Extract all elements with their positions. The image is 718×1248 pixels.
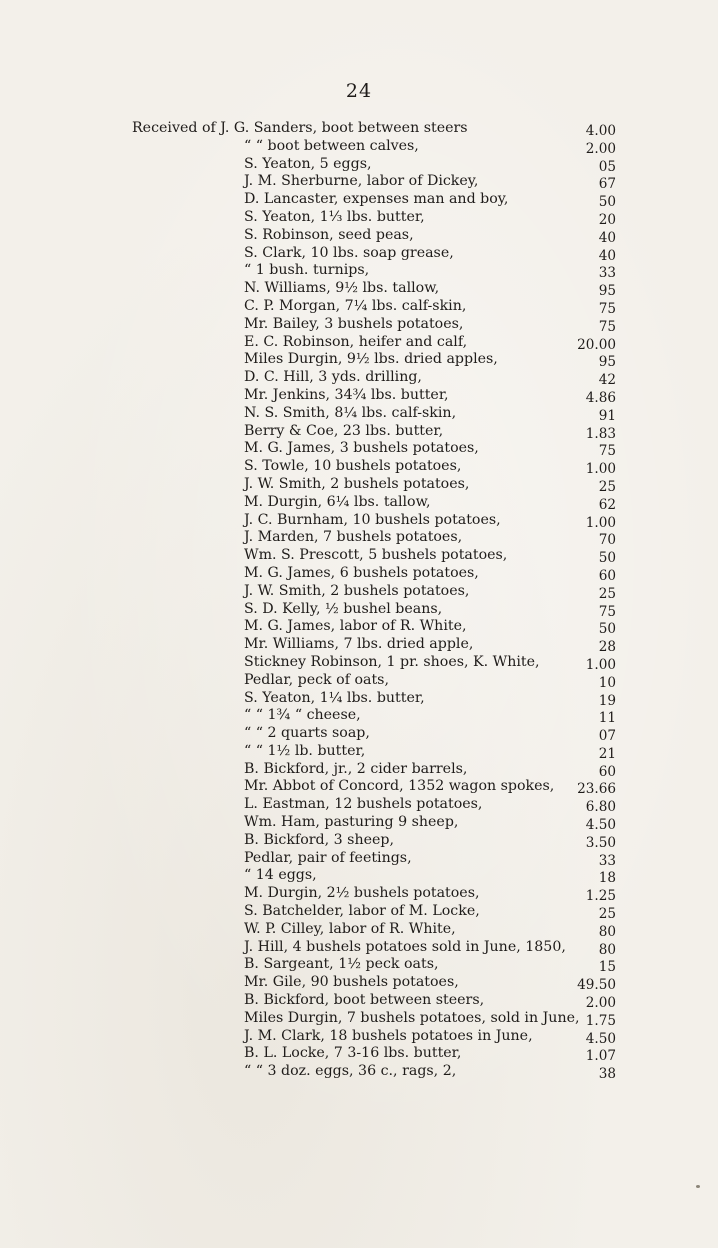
ledger-row xyxy=(0,1063,718,1081)
ledger-row xyxy=(0,262,718,280)
entry-description: Mr. Bailey, 3 bushels potatoes, xyxy=(244,315,464,332)
entry-description: Wm. S. Prescott, 5 bushels potatoes, xyxy=(244,547,508,564)
entry-amount: 25 xyxy=(598,478,616,495)
ledger-row xyxy=(0,654,718,672)
entry-amount: 80 xyxy=(598,941,616,958)
ledger-entries xyxy=(0,120,718,1081)
ledger-row xyxy=(0,280,718,298)
entry-description: B. L. Locke, 7 3-16 lbs. butter, xyxy=(244,1045,462,1062)
ledger-row xyxy=(0,156,718,174)
ledger-row xyxy=(0,636,718,654)
entry-amount: 4.50 xyxy=(585,817,616,834)
entry-description: J. M. Clark, 18 bushels potatoes in June, xyxy=(244,1027,533,1044)
entry-description: Pedlar, pair of feetings, xyxy=(244,849,412,866)
entry-description: B. Bickford, jr., 2 cider barrels, xyxy=(244,760,468,777)
ledger-row xyxy=(0,725,718,743)
ledger-row xyxy=(0,761,718,779)
entry-description: Wm. Ham, pasturing 9 sheep, xyxy=(244,814,459,831)
entry-amount: 1.00 xyxy=(585,656,616,673)
entry-description: M. G. James, 6 bushels potatoes, xyxy=(244,564,479,581)
ledger-row xyxy=(0,565,718,583)
ledger-row xyxy=(0,227,718,245)
ledger-row xyxy=(0,583,718,601)
ledger-row xyxy=(0,369,718,387)
entry-description: J. Marden, 7 bushels potatoes, xyxy=(244,529,463,546)
entry-amount: 1.75 xyxy=(585,1012,616,1029)
entry-amount: 23.66 xyxy=(577,781,616,798)
entry-description: S. D. Kelly, ½ bushel beans, xyxy=(244,600,443,617)
ledger-row xyxy=(0,512,718,530)
ledger-row xyxy=(0,850,718,868)
ledger-row xyxy=(0,690,718,708)
entry-amount: 2.00 xyxy=(585,995,616,1012)
entry-amount: 38 xyxy=(598,1066,616,1083)
entry-description: S. Yeaton, 1¼ lbs. butter, xyxy=(244,689,425,706)
entry-amount: 40 xyxy=(598,247,616,264)
entry-amount: 18 xyxy=(598,870,616,887)
ledger-row xyxy=(0,867,718,885)
entry-amount: 20 xyxy=(598,211,616,228)
entry-amount: 80 xyxy=(598,923,616,940)
ledger-row xyxy=(0,1010,718,1028)
ledger-row xyxy=(0,832,718,850)
ledger-row xyxy=(0,903,718,921)
entry-description: J. M. Sherburne, labor of Dickey, xyxy=(244,173,479,190)
entry-description: Received of J. G. Sanders, boot between steers xyxy=(132,120,468,136)
entry-description: “ 14 eggs, xyxy=(244,867,317,884)
entry-description: Mr. Abbot of Concord, 1352 wagon spokes, xyxy=(244,778,555,795)
entry-description: “ 1 bush. turnips, xyxy=(244,262,370,279)
entry-amount: 95 xyxy=(598,354,616,371)
entry-description: S. Towle, 10 bushels potatoes, xyxy=(244,458,462,475)
ledger-row xyxy=(0,743,718,761)
entry-amount: 75 xyxy=(598,318,616,335)
entry-amount: 25 xyxy=(598,585,616,602)
ledger-row xyxy=(0,778,718,796)
entry-description: B. Bickford, 3 sheep, xyxy=(244,831,394,848)
entry-description: Miles Durgin, 7 bushels potatoes, sold in June, xyxy=(244,1009,580,1026)
entry-amount: 95 xyxy=(598,283,616,300)
entry-description: N. Williams, 9½ lbs. tallow, xyxy=(244,280,440,297)
entry-description: Pedlar, peck of oats, xyxy=(244,671,389,688)
entry-amount: 10 xyxy=(598,674,616,691)
entry-amount: 49.50 xyxy=(577,977,616,994)
ledger-row xyxy=(0,1045,718,1063)
entry-amount: 11 xyxy=(598,710,616,727)
entry-description: M. Durgin, 2½ bushels potatoes, xyxy=(244,885,480,902)
entry-amount: 3.50 xyxy=(585,834,616,851)
entry-description: J. W. Smith, 2 bushels potatoes, xyxy=(244,475,470,492)
entry-description: L. Eastman, 12 bushels potatoes, xyxy=(244,796,483,813)
entry-amount: 1.07 xyxy=(585,1048,616,1065)
ledger-row xyxy=(0,672,718,690)
ledger-row xyxy=(0,974,718,992)
paper-speck xyxy=(696,1185,700,1188)
ledger-row xyxy=(0,245,718,263)
entry-amount: 40 xyxy=(598,229,616,246)
entry-description: M. G. James, 3 bushels potatoes, xyxy=(244,440,479,457)
ledger-row xyxy=(0,458,718,476)
entry-amount: 60 xyxy=(598,763,616,780)
entry-amount: 42 xyxy=(598,372,616,389)
entry-amount: 05 xyxy=(598,158,616,175)
entry-amount: 1.25 xyxy=(585,888,616,905)
entry-description: S. Robinson, seed peas, xyxy=(244,226,414,243)
ledger-row xyxy=(0,601,718,619)
entry-amount: 1.83 xyxy=(585,425,616,442)
ledger-row xyxy=(0,334,718,352)
entry-amount: 20.00 xyxy=(577,336,616,353)
ledger-row xyxy=(0,316,718,334)
entry-amount: 70 xyxy=(598,532,616,549)
ledger-row xyxy=(0,992,718,1010)
entry-amount: 28 xyxy=(598,639,616,656)
ledger-row xyxy=(0,618,718,636)
entry-amount: 50 xyxy=(598,550,616,567)
ledger-row xyxy=(0,547,718,565)
entry-amount: 1.00 xyxy=(585,461,616,478)
entry-amount: 75 xyxy=(598,603,616,620)
entry-description: Miles Durgin, 9½ lbs. dried apples, xyxy=(244,351,498,368)
entry-description: Mr. Gile, 90 bushels potatoes, xyxy=(244,974,459,991)
ledger-row xyxy=(0,707,718,725)
entry-amount: 25 xyxy=(598,906,616,923)
entry-description: “ “ 1¾ “ cheese, xyxy=(244,707,361,724)
entry-amount: 62 xyxy=(598,496,616,513)
entry-description: J. C. Burnham, 10 bushels potatoes, xyxy=(244,511,501,528)
entry-amount: 75 xyxy=(598,300,616,317)
ledger-row xyxy=(0,939,718,957)
entry-description: E. C. Robinson, heifer and calf, xyxy=(244,333,468,350)
entry-description: C. P. Morgan, 7¼ lbs. calf-skin, xyxy=(244,297,467,314)
ledger-row xyxy=(0,921,718,939)
entry-description: W. P. Cilley, labor of R. White, xyxy=(244,920,456,937)
entry-amount: 15 xyxy=(598,959,616,976)
ledger-row xyxy=(0,173,718,191)
ledger-row xyxy=(0,138,718,156)
entry-description: S. Yeaton, 5 eggs, xyxy=(244,155,372,172)
entry-amount: 07 xyxy=(598,728,616,745)
entry-amount: 67 xyxy=(598,176,616,193)
entry-description: J. Hill, 4 bushels potatoes sold in June, 1850, xyxy=(244,938,566,955)
entry-amount: 19 xyxy=(598,692,616,709)
entry-amount: 1.00 xyxy=(585,514,616,531)
ledger-row xyxy=(0,405,718,423)
ledger-row xyxy=(0,1028,718,1046)
ledger-row xyxy=(0,440,718,458)
ledger-row xyxy=(0,476,718,494)
ledger-row xyxy=(0,191,718,209)
ledger-row xyxy=(0,494,718,512)
entry-description: M. Durgin, 6¼ lbs. tallow, xyxy=(244,493,431,510)
entry-description: “ “ 2 quarts soap, xyxy=(244,725,370,742)
entry-amount: 50 xyxy=(598,194,616,211)
entry-description: D. Lancaster, expenses man and boy, xyxy=(244,191,509,208)
ledger-row xyxy=(0,120,718,138)
entry-amount: 4.86 xyxy=(585,389,616,406)
page-number: 24 xyxy=(345,80,373,102)
ledger-row xyxy=(0,529,718,547)
entry-description: D. C. Hill, 3 yds. drilling, xyxy=(244,369,422,386)
entry-amount: 33 xyxy=(598,852,616,869)
ledger-row xyxy=(0,298,718,316)
entry-amount: 4.00 xyxy=(585,123,616,139)
entry-description: S. Clark, 10 lbs. soap grease, xyxy=(244,244,454,261)
ledger-row xyxy=(0,387,718,405)
entry-description: B. Sargeant, 1½ peck oats, xyxy=(244,956,439,973)
entry-description: “ “ 3 doz. eggs, 36 c., rags, 2, xyxy=(244,1063,457,1080)
ledger-row xyxy=(0,796,718,814)
ledger-row xyxy=(0,209,718,227)
entry-amount: 50 xyxy=(598,621,616,638)
entry-description: Berry & Coe, 23 lbs. butter, xyxy=(244,422,444,439)
ledger-row xyxy=(0,423,718,441)
entry-amount: 6.80 xyxy=(585,799,616,816)
entry-description: B. Bickford, boot between steers, xyxy=(244,992,485,1009)
entry-amount: 91 xyxy=(598,407,616,424)
entry-amount: 4.50 xyxy=(585,1030,616,1047)
entry-amount: 21 xyxy=(598,745,616,762)
entry-description: Stickney Robinson, 1 pr. shoes, K. White, xyxy=(244,653,540,670)
ledger-row xyxy=(0,956,718,974)
entry-description: N. S. Smith, 8¼ lbs. calf-skin, xyxy=(244,404,457,421)
ledger-row xyxy=(0,351,718,369)
entry-description: Mr. Williams, 7 lbs. dried apple, xyxy=(244,636,474,653)
entry-amount: 75 xyxy=(598,443,616,460)
entry-amount: 33 xyxy=(598,265,616,282)
entry-description: J. W. Smith, 2 bushels potatoes, xyxy=(244,582,470,599)
entry-description: “ “ 1½ lb. butter, xyxy=(244,742,366,759)
entry-description: S. Batchelder, labor of M. Locke, xyxy=(244,903,480,920)
ledger-row xyxy=(0,814,718,832)
entry-description: M. G. James, labor of R. White, xyxy=(244,618,467,635)
entry-description: “ “ boot between calves, xyxy=(244,137,419,154)
entry-amount: 2.00 xyxy=(585,140,616,157)
entry-amount: 60 xyxy=(598,567,616,584)
entry-description: S. Yeaton, 1⅓ lbs. butter, xyxy=(244,208,425,225)
ledger-row xyxy=(0,885,718,903)
entry-description: Mr. Jenkins, 34¾ lbs. butter, xyxy=(244,386,449,403)
